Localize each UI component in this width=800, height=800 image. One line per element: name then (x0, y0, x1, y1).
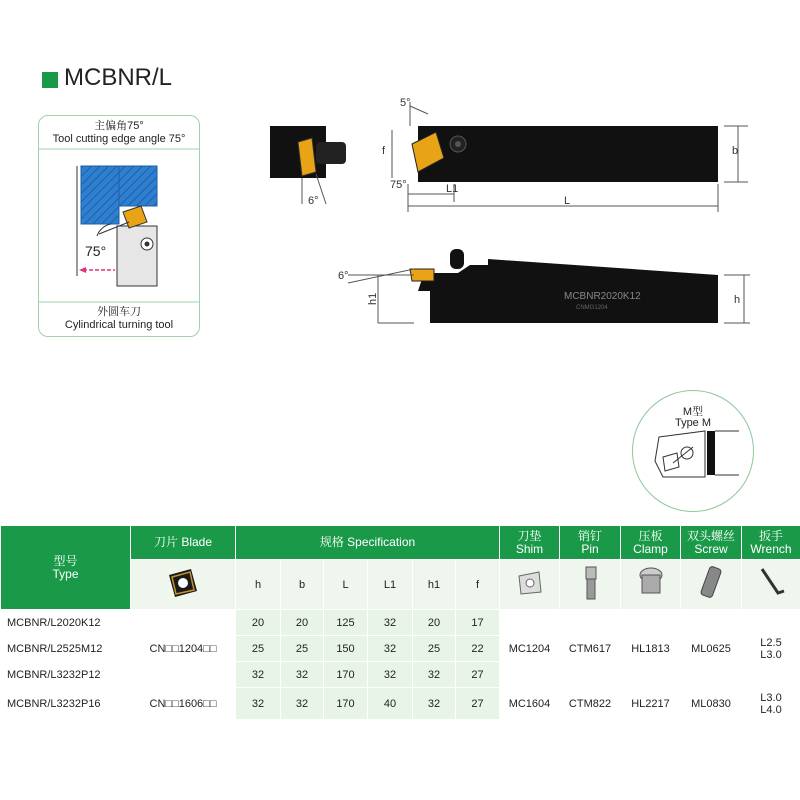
cell-h1: 20 (413, 610, 456, 636)
pin-image-cell (560, 560, 621, 610)
type-m-cn: M型 (682, 406, 704, 418)
screw-image-cell (681, 560, 742, 610)
title-marker (42, 72, 58, 88)
shim-icon (515, 568, 545, 598)
page-title: MCBNR/L (64, 64, 173, 91)
clamp-icon (636, 563, 666, 603)
side-view-drawing (338, 245, 758, 335)
group2-clamp: HL2217 (621, 688, 681, 720)
blade-insert-icon (163, 563, 203, 603)
spec-col-L1: L1 (368, 560, 413, 610)
cell-L1: 40 (368, 688, 413, 720)
table-row (1, 610, 800, 636)
screw-icon (696, 563, 726, 603)
cell-L1: 32 (368, 662, 413, 688)
group1-wrench: L2.5 L3.0 (742, 610, 800, 688)
top-view-drawing (268, 92, 748, 212)
header-pin: 销钉 Pin (560, 526, 621, 560)
shim-image-cell (500, 560, 560, 610)
top-angle-5: 5° (400, 97, 411, 109)
cell-L: 170 (324, 662, 368, 688)
table-row (1, 688, 800, 720)
row-type: MCBNR/L2020K12 (1, 610, 131, 636)
spec-table (0, 525, 800, 720)
header-type: 型号 Type (1, 526, 131, 610)
header-shim: 刀垫 Shim (500, 526, 560, 560)
group1-clamp: HL1813 (621, 610, 681, 688)
group1-screw: ML0625 (681, 610, 742, 688)
use-caption-cn: 外圆车刀 (97, 306, 141, 318)
cell-f: 22 (456, 636, 500, 662)
group1-pin: CTM617 (560, 610, 621, 688)
engraving: MCBNR2020K12 (564, 291, 641, 302)
end-angle-6: 6° (308, 195, 319, 207)
angle-caption-en: Tool cutting edge angle 75° (52, 133, 186, 145)
cell-h1: 32 (413, 688, 456, 720)
cutting-diagram (39, 116, 199, 336)
cell-L: 125 (324, 610, 368, 636)
spec-col-h1: h1 (413, 560, 456, 610)
header-blade: 刀片 Blade (131, 526, 236, 560)
cell-h: 20 (236, 610, 281, 636)
side-angle-6: 6° (338, 270, 349, 282)
group2-screw: ML0830 (681, 688, 742, 720)
type-m-detail (632, 390, 754, 512)
info-box (38, 115, 200, 337)
insert-shape (123, 206, 147, 228)
cell-b: 20 (281, 610, 324, 636)
side-label-h1: h1 (367, 292, 379, 305)
top-label-b: b (732, 145, 739, 157)
cell-L: 150 (324, 636, 368, 662)
group2-shim: MC1604 (500, 688, 560, 720)
row-type: MCBNR/L3232P16 (1, 688, 131, 720)
cell-L1: 32 (368, 636, 413, 662)
cell-h: 32 (236, 688, 281, 720)
engraving-mark: CNMG1204 (576, 305, 608, 311)
group1-blade: CN□□1204□□ (131, 610, 236, 688)
cell-L: 170 (324, 688, 368, 720)
angle-caption-cn: 主偏角75° (94, 120, 144, 132)
cell-f: 27 (456, 688, 500, 720)
type-m-en: Type M (674, 417, 712, 429)
cell-h: 25 (236, 636, 281, 662)
side-label-h: h (734, 294, 741, 306)
wrench-icon (756, 563, 786, 603)
cutting-angle-label: 75° (85, 243, 107, 259)
workpiece-left (81, 166, 119, 224)
spec-col-f: f (456, 560, 500, 610)
type-m-diagram (633, 391, 753, 511)
header-clamp: 压板 Clamp (621, 526, 681, 560)
clamp-image-cell (621, 560, 681, 610)
spec-col-b: b (281, 560, 324, 610)
cell-b: 25 (281, 636, 324, 662)
row-type: MCBNR/L2525M12 (1, 636, 131, 662)
tool-shank-top (418, 126, 718, 182)
spec-col-L: L (324, 560, 368, 610)
top-label-L1: L1 (446, 183, 459, 195)
row-type: MCBNR/L3232P12 (1, 662, 131, 688)
cell-b: 32 (281, 662, 324, 688)
wrench-image-cell (742, 560, 800, 610)
header-screw: 双头螺丝 Screw (681, 526, 742, 560)
workpiece-right (119, 166, 157, 206)
header-wrench: 扳手 Wrench (742, 526, 800, 560)
top-label-f: f (382, 145, 386, 157)
pin-icon (575, 563, 605, 603)
cell-h1: 25 (413, 636, 456, 662)
use-caption-en: Cylindrical turning tool (64, 319, 174, 331)
top-angle-75: 75° (390, 179, 407, 191)
cell-L1: 32 (368, 610, 413, 636)
cell-f: 27 (456, 662, 500, 688)
group2-wrench: L3.0 L4.0 (742, 688, 800, 720)
group2-blade: CN□□1606□□ (131, 688, 236, 720)
cell-b: 32 (281, 688, 324, 720)
cell-h1: 32 (413, 662, 456, 688)
tool-holder (117, 226, 157, 286)
top-label-L: L (564, 195, 571, 207)
cell-f: 17 (456, 610, 500, 636)
group2-pin: CTM822 (560, 688, 621, 720)
header-spec: 规格 Specification (236, 526, 500, 560)
group1-shim: MC1204 (500, 610, 560, 688)
cell-h: 32 (236, 662, 281, 688)
blade-image-cell (131, 560, 236, 610)
spec-col-h: h (236, 560, 281, 610)
